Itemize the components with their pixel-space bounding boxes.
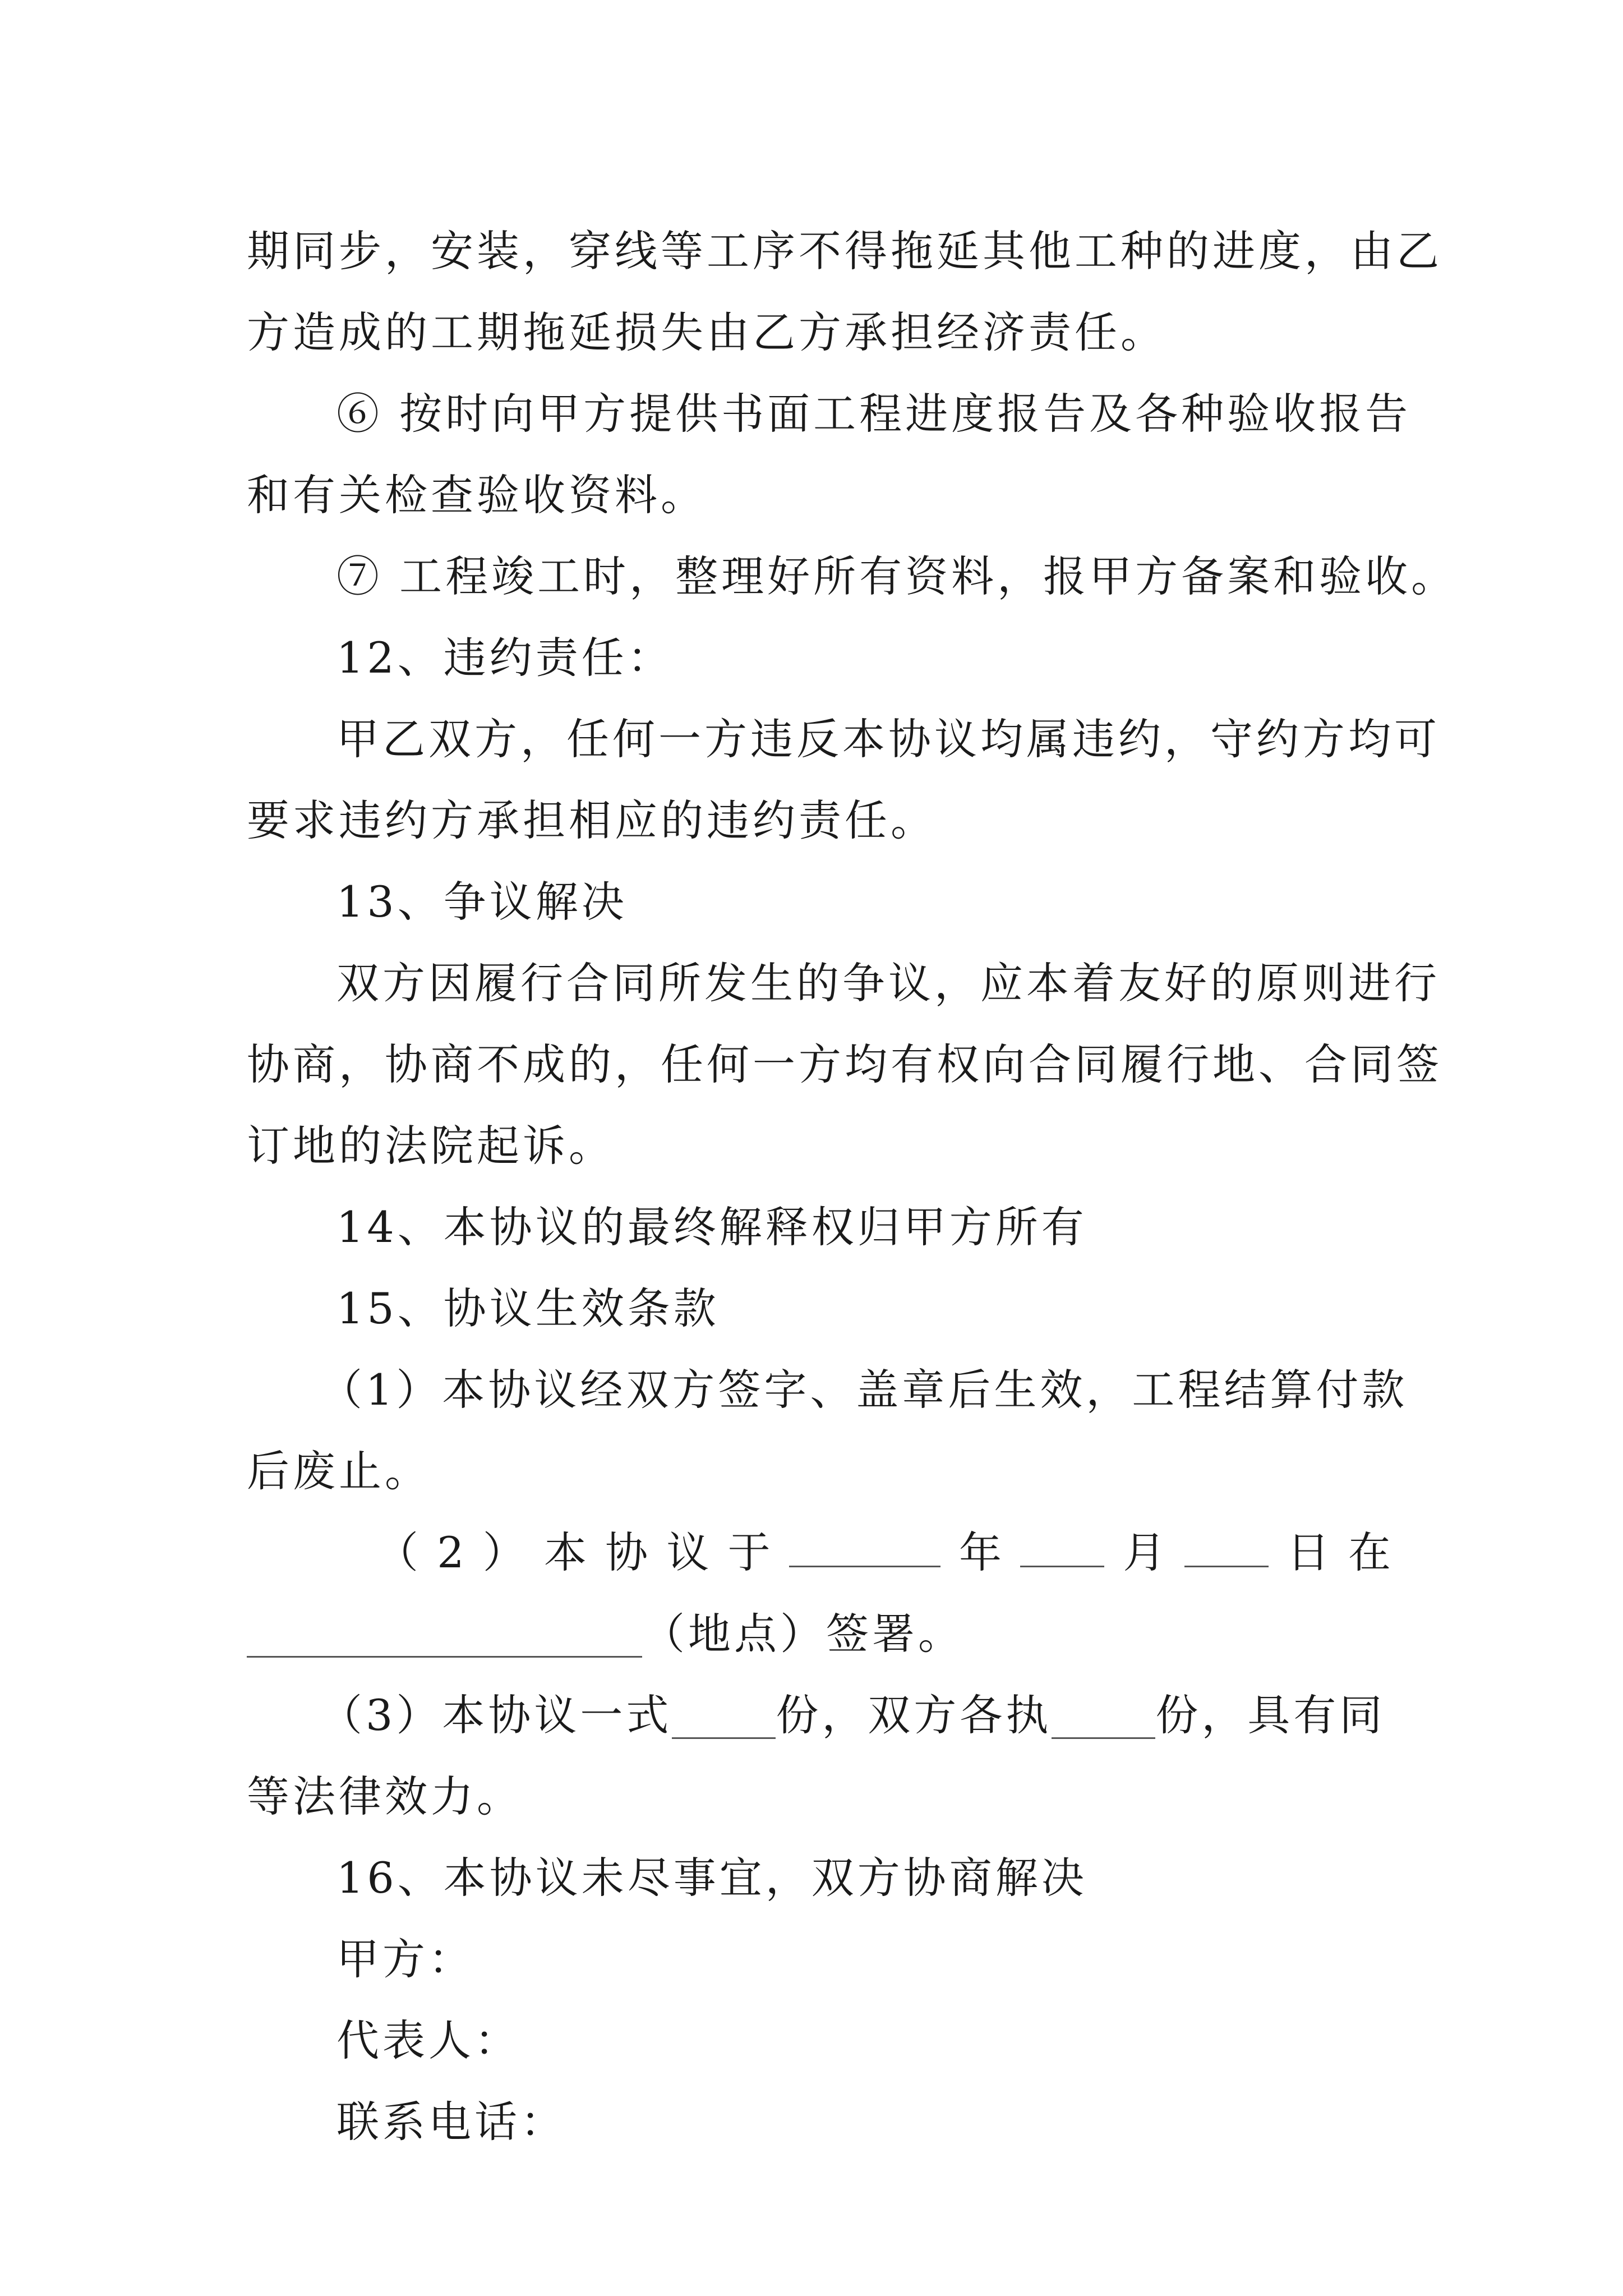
section-heading-15: 15、协议生效条款 xyxy=(336,1283,720,1333)
paragraph-line: 后废止。 xyxy=(247,1446,431,1496)
copies-line xyxy=(247,1674,1391,1756)
place-blank[interactable] xyxy=(247,1611,642,1658)
signing-date-line xyxy=(247,1512,1391,1593)
day-blank[interactable] xyxy=(1184,1521,1269,1567)
paragraph-line: （1）本协议经双方签字、盖章后生效，工程结算付款 xyxy=(320,1365,1408,1415)
paragraph-line: ⑦ 工程竣工时，整理好所有资料，报甲方备案和验收。 xyxy=(336,551,1458,601)
paragraph-line: 和有关检查验收资料。 xyxy=(247,470,707,520)
signing-char: 于 xyxy=(727,1527,771,1577)
signing-char: ） xyxy=(482,1527,525,1577)
paragraph-line: 等法律效力。 xyxy=(247,1772,523,1821)
signing-char: 协 xyxy=(605,1527,648,1577)
signing-char: 议 xyxy=(666,1527,709,1577)
month-label: 月 xyxy=(1123,1527,1166,1577)
year-label: 年 xyxy=(958,1527,1002,1577)
day-label: 日 xyxy=(1287,1527,1330,1577)
document-body xyxy=(247,210,1458,2162)
signing-char: 本 xyxy=(543,1527,587,1577)
copies-text-3: 份，具有同 xyxy=(1155,1690,1386,1740)
party-a-label: 甲方： xyxy=(336,1934,474,1984)
copies-text-2: 份，双方各执 xyxy=(776,1690,1052,1740)
paragraph-line: 要求违约方承担相应的违约责任。 xyxy=(247,795,937,845)
phone-label: 联系电话： xyxy=(336,2097,566,2147)
each-copies-blank[interactable] xyxy=(1052,1692,1155,1739)
signing-char: 2 xyxy=(437,1527,464,1577)
signing-char: （ xyxy=(376,1527,418,1577)
section-heading-14: 14、本协议的最终解释权归甲方所有 xyxy=(336,1202,1087,1252)
copies-text-1: （3）本协议一式 xyxy=(320,1690,672,1740)
year-blank[interactable] xyxy=(789,1521,940,1567)
place-suffix: （地点）签署。 xyxy=(642,1609,964,1659)
section-heading-16: 16、本协议未尽事宜，双方协商解决 xyxy=(336,1853,1087,1903)
total-copies-blank[interactable] xyxy=(672,1692,776,1739)
paragraph-line: ⑥ 按时向甲方提供书面工程进度报告及各种验收报告 xyxy=(336,389,1412,439)
paragraph-line: 甲乙双方，任何一方违反本协议均属违约，守约方均可 xyxy=(336,714,1440,764)
section-heading-13: 13、争议解决 xyxy=(336,877,628,927)
paragraph-line: 方造成的工期拖延损失由乙方承担经济责任。 xyxy=(247,307,1166,357)
month-blank[interactable] xyxy=(1020,1521,1104,1567)
representative-label: 代表人： xyxy=(336,2016,520,2065)
paragraph-line: 协商，协商不成的，任何一方均有权向合同履行地、合同签 xyxy=(247,1039,1442,1089)
signing-place-line xyxy=(247,1593,1391,1674)
section-heading-12: 12、违约责任： xyxy=(336,633,674,683)
paragraph-line: 期同步，安装，穿线等工序不得拖延其他工种的进度，由乙 xyxy=(247,226,1442,276)
paragraph-line: 订地的法院起诉。 xyxy=(247,1121,615,1171)
at-label: 在 xyxy=(1348,1527,1391,1577)
paragraph-line: 双方因履行合同所发生的争议，应本着友好的原则进行 xyxy=(336,958,1440,1008)
